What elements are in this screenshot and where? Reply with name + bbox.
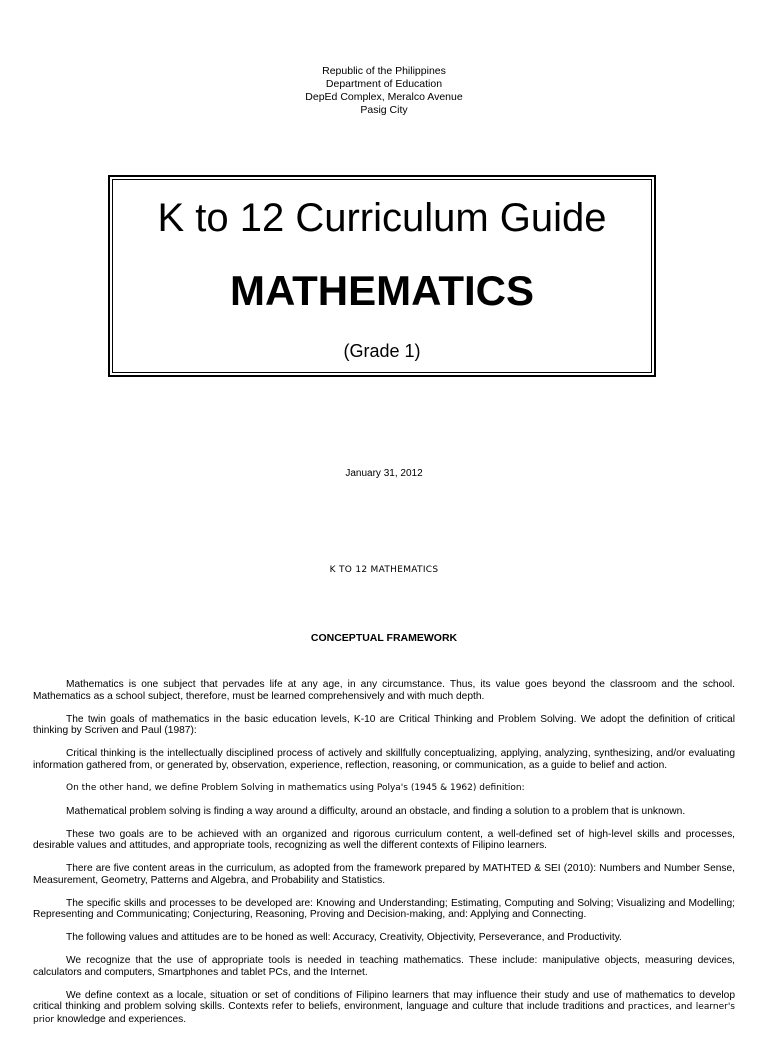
paragraph: We recognize that the use of appropriate tools is needed in teaching mathematics. These include: manipulative objects, measuring devices, calculators and computers, Smartphones and tablet PCs, and the Internet. [33,955,735,978]
paragraph: Mathematical problem solving is finding a way around a difficulty, around an obstacle, and finding a solution to a problem that is unknown. [66,805,686,817]
paragraph-text: knowledge and experiences. [54,1013,187,1025]
paragraph: On the other hand, we define Problem Solving in mathematics using Polya's (1945 & 1962) definition: [66,782,525,793]
body-text [33,679,735,1038]
title-box [108,175,656,377]
paragraph: The following values and attitudes are to be honed as well: Accuracy, Creativity, Objectivity, Perseverance, and Productivity. [66,932,622,943]
paragraph: There are five content areas in the curriculum, as adopted from the framework prepared by MATHTED & SEI (2010): Numbers and Number Sense, Measurement, Geometry, Patterns and Algebra, and Probability and Statistics. [33,863,735,886]
document-header [0,65,768,117]
section-title: CONCEPTUAL FRAMEWORK [310,632,458,644]
document-title: K to 12 Curriculum Guide [157,196,607,240]
paragraph: The specific skills and processes to be developed are: Knowing and Understanding; Estimating, Computing and Solving; Visualizing and Modelling; Representing and Communicating; Conjecturing, Reasoning, Proving and Decision-making, and: Applying and Connecting. [33,897,735,920]
paragraph: Critical thinking is the intellectually disciplined process of actively and skillfully conceptualizing, applying, analyzing, synthesizing, and/or evaluating information gathered from, or generated by, observation, experience, reflection, reasoning, or communication, as a guide to belief and action. [33,748,735,771]
grade-label: (Grade 1) [343,341,421,361]
header-line-address: DepEd Complex, Meralco Avenue [305,91,463,103]
paragraph: The twin goals of mathematics in the basic education levels, K-10 are Critical Thinking and Problem Solving. We adopt the definition of critical thinking by Scriven and Paul (1987): [33,713,735,736]
header-line-department: Department of Education [325,78,443,90]
paragraph-text-alt: practices, and learner's prior [33,1002,735,1025]
subject-title: MATHEMATICS [229,267,535,314]
paragraph-context [33,990,735,1027]
paragraph: Mathematics is one subject that pervades life at any age, in any circumstance. Thus, its value goes beyond the classroom and the school. Mathematics as a school subject, therefore, must be learned comprehensively and with much depth. [33,679,735,702]
header-line-city: Pasig City [360,104,408,116]
running-head: K TO 12 MATHEMATICS [329,565,439,575]
document-date: January 31, 2012 [345,468,423,479]
paragraph: These two goals are to be achieved with an organized and rigorous curriculum content, a well-defined set of high-level skills and processes, desirable values and attitudes, and appropriate tools, recognizing as well the different contexts of Filipino learners. [33,828,735,851]
paragraph-text: We define context as a locale, situation or set of conditions of Filipino learners that may influence their study and use of mathematics to develop critical thinking and problem solving skills. Contexts refer to beliefs, environment, language and culture that include traditions and [33,989,735,1012]
header-line-republic: Republic of the Philippines [322,65,446,77]
